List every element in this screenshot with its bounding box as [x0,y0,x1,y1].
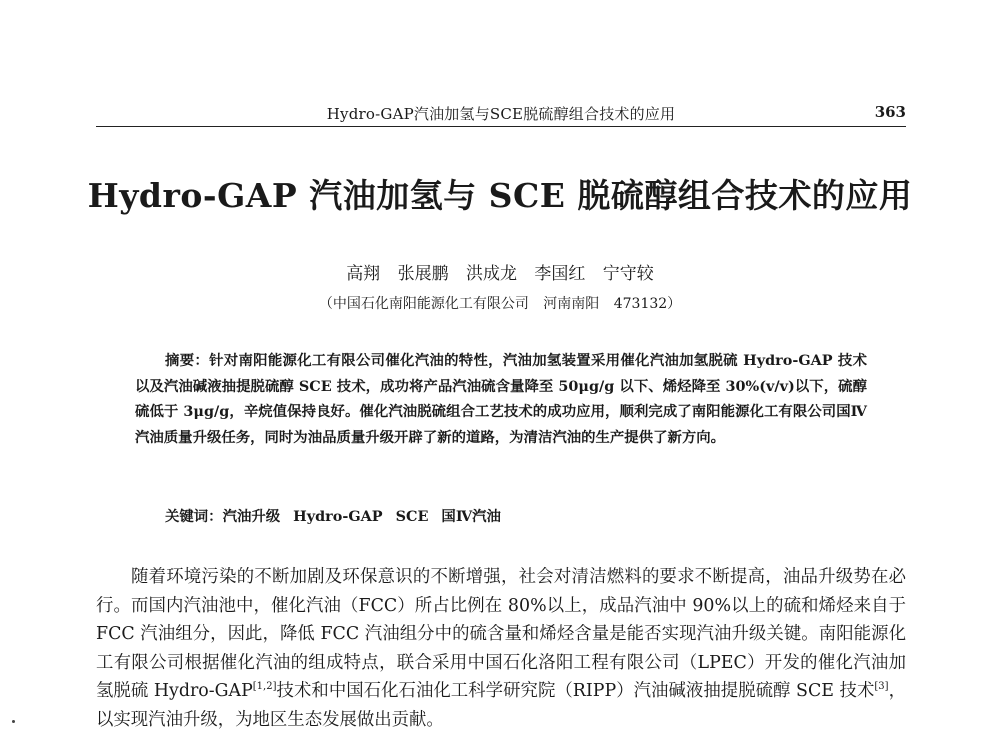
keywords-label: 关键词： [165,508,223,525]
body-text-part-2: 技术和中国石化石油化工科学研究院（RIPP）汽油碱液抽提脱硫醇 SCE 技术 [276,681,875,702]
abstract [135,348,867,450]
scan-artifact-dot [12,720,15,723]
body-text-part-3: ，以实现汽油升级，为地区生态发展做出贡献。 [96,681,906,730]
page-number: 363 [874,103,906,121]
author-list: 高翔 张展鹏 洪成龙 李国红 宁守较 [346,264,654,284]
body-paragraph [96,563,906,735]
article-title: Hydro-GAP 汽油加氢与 SCE 脱硫醇组合技术的应用 [87,176,913,215]
author-affiliation: （中国石化南阳能源化工有限公司 河南南阳 473132） [318,296,682,312]
abstract-text: 针对南阳能源化工有限公司催化汽油的特性，汽油加氢装置采用催化汽油加氢脱硫 Hydro-GAP 技术以及汽油碱液抽提脱硫醇 SCE 技术，成功将产品汽油硫含量降至 50μg/g 以下、烯烃降至 30%(v/v)以下，硫醇硫低于 3μg/g，辛烷值保持良好。催化汽油脱硫组合工艺技术的成功应用，顺利完成了南阳能源化工有限公司国Ⅳ汽油质量升级任务，同时为油品质量升级开辟了新的道路，为清洁汽油的生产提供了新方向。 [135,352,867,446]
body-text-part-1: 随着环境污染的不断加剧及环保意识的不断增强，社会对清洁燃料的要求不断提高，油品升级势在必行。而国内汽油池中，催化汽油（FCC）所占比例在 80%以上，成品汽油中 90%以上的硫和烯烃来自于 FCC 汽油组分，因此，降低 FCC 汽油组分中的硫含量和烯烃含量是能否实现汽油升级关键。南阳能源化工有限公司根据催化汽油的组成特点，联合采用中国石化洛阳工程有限公司（LPEC）开发的催化汽油加氢脱硫 Hydro-GAP [96,567,906,702]
citation-ref-1-2[interactable]: [1,2] [252,681,277,693]
keywords-text: 汽油升级 Hydro-GAP SCE 国Ⅳ汽油 [222,508,501,525]
running-header [96,100,906,127]
citation-ref-3[interactable]: [3] [874,681,889,693]
abstract-label: 摘要： [165,352,210,369]
keywords [165,505,501,526]
running-title: Hydro-GAP汽油加氢与SCE脱硫醇组合技术的应用 [326,105,676,123]
